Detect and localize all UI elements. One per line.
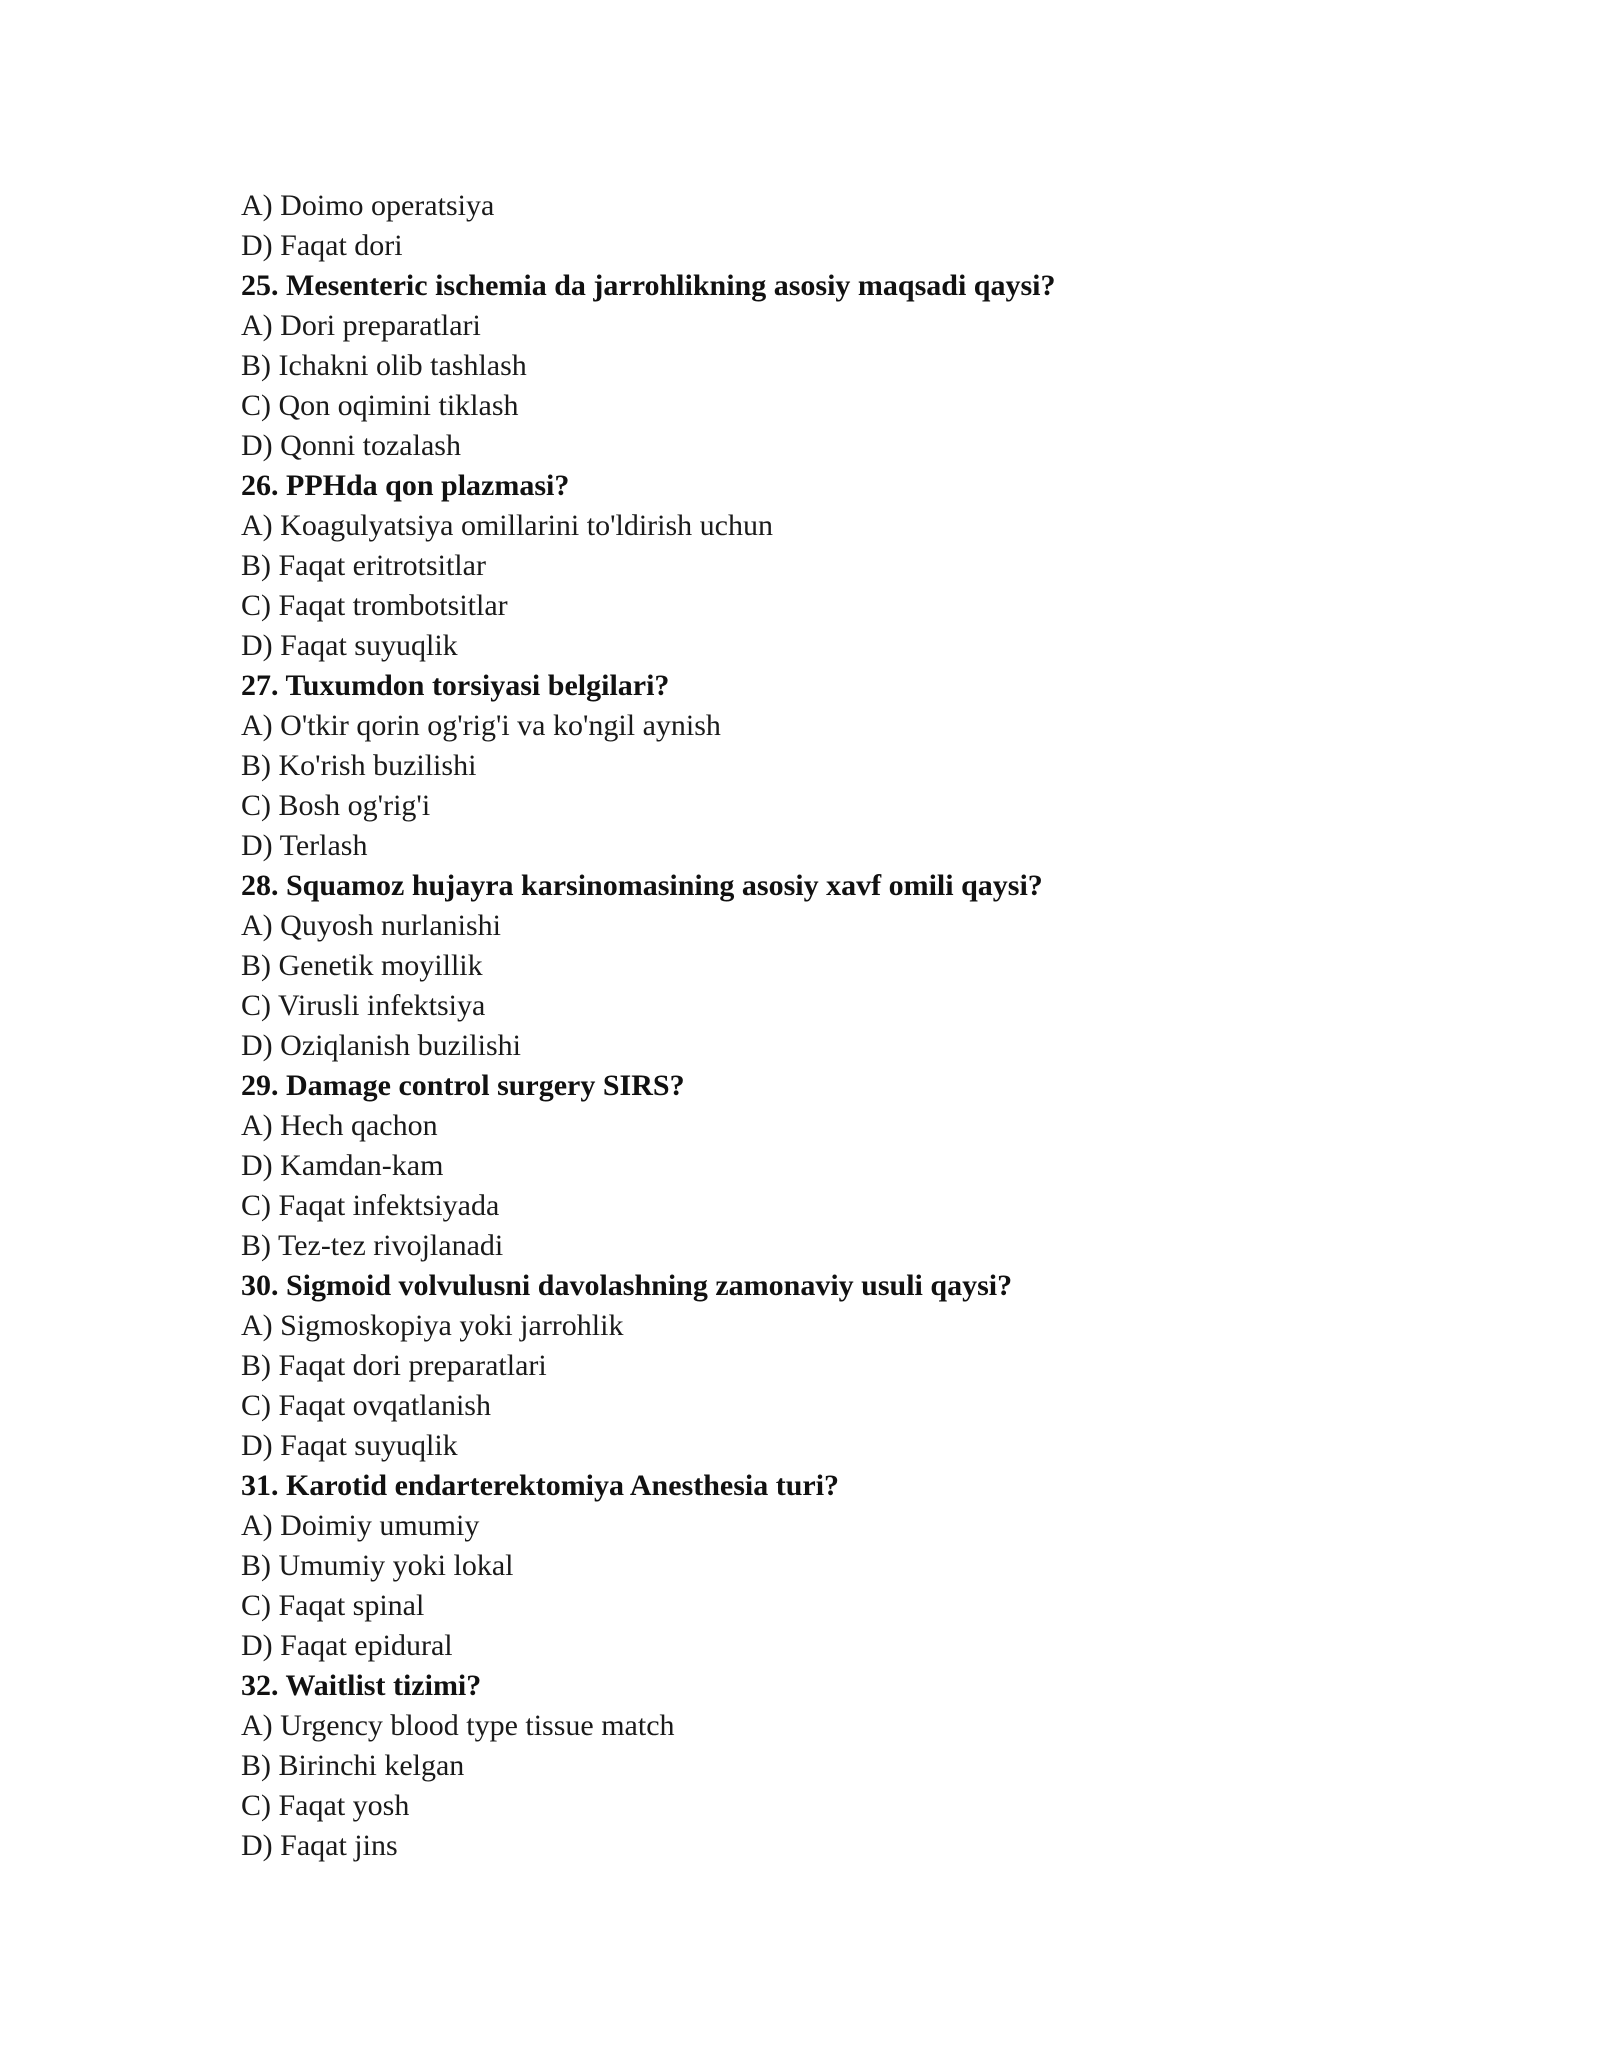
answer-option: C) Qon oqimini tiklash xyxy=(241,389,519,422)
answer-option: C) Bosh og'rig'i xyxy=(241,789,431,822)
answer-option: B) Ichakni olib tashlash xyxy=(241,349,527,382)
answer-option: A) Quyosh nurlanishi xyxy=(241,909,501,942)
answer-option: A) Urgency blood type tissue match xyxy=(241,1709,675,1742)
answer-option: D) Faqat epidural xyxy=(241,1629,453,1662)
question-heading: 28. Squamoz hujayra karsinomasining asosiy xavf omili qaysi? xyxy=(241,869,1043,902)
answer-option: A) Doimo operatsiya xyxy=(241,189,495,222)
answer-option: B) Umumiy yoki lokal xyxy=(241,1549,514,1582)
answer-option: D) Qonni tozalash xyxy=(241,429,461,462)
question-heading: 25. Mesenteric ischemia da jarrohlikning asosiy maqsadi qaysi? xyxy=(241,269,1056,302)
answer-option: D) Oziqlanish buzilishi xyxy=(241,1029,521,1062)
answer-option: B) Tez-tez rivojlanadi xyxy=(241,1229,504,1262)
answer-option: A) Hech qachon xyxy=(241,1109,438,1142)
answer-option: A) Doimiy umumiy xyxy=(241,1509,480,1542)
answer-option: B) Birinchi kelgan xyxy=(241,1749,465,1782)
question-heading: 31. Karotid endarterektomiya Anesthesia turi? xyxy=(241,1469,840,1502)
answer-option: B) Faqat dori preparatlari xyxy=(241,1349,547,1382)
answer-option: C) Virusli infektsiya xyxy=(241,989,486,1022)
answer-option: B) Faqat eritrotsitlar xyxy=(241,549,486,582)
answer-option: D) Faqat suyuqlik xyxy=(241,629,458,662)
answer-option: D) Faqat dori xyxy=(241,229,403,262)
answer-option: D) Faqat jins xyxy=(241,1829,398,1862)
answer-option: A) Koagulyatsiya omillarini to'ldirish uchun xyxy=(241,509,773,542)
answer-option: A) Dori preparatlari xyxy=(241,309,481,342)
answer-option: C) Faqat ovqatlanish xyxy=(241,1389,491,1422)
answer-option: D) Faqat suyuqlik xyxy=(241,1429,458,1462)
answer-option: D) Kamdan-kam xyxy=(241,1149,444,1182)
question-heading: 26. PPHda qon plazmasi? xyxy=(241,469,570,502)
question-heading: 30. Sigmoid volvulusni davolashning zamonaviy usuli qaysi? xyxy=(241,1269,1013,1302)
question-heading: 29. Damage control surgery SIRS? xyxy=(241,1069,685,1102)
answer-option: C) Faqat yosh xyxy=(241,1789,410,1822)
answer-option: A) Sigmoskopiya yoki jarrohlik xyxy=(241,1309,624,1342)
answer-option: C) Faqat trombotsitlar xyxy=(241,589,508,622)
answer-option: C) Faqat spinal xyxy=(241,1589,425,1622)
answer-option: D) Terlash xyxy=(241,829,368,862)
answer-option: B) Ko'rish buzilishi xyxy=(241,749,477,782)
document-content xyxy=(241,186,1441,1866)
answer-option: B) Genetik moyillik xyxy=(241,949,483,982)
question-heading: 27. Tuxumdon torsiyasi belgilari? xyxy=(241,669,670,702)
answer-option: A) O'tkir qorin og'rig'i va ko'ngil aynish xyxy=(241,709,721,742)
question-heading: 32. Waitlist tizimi? xyxy=(241,1669,482,1702)
answer-option: C) Faqat infektsiyada xyxy=(241,1189,500,1222)
